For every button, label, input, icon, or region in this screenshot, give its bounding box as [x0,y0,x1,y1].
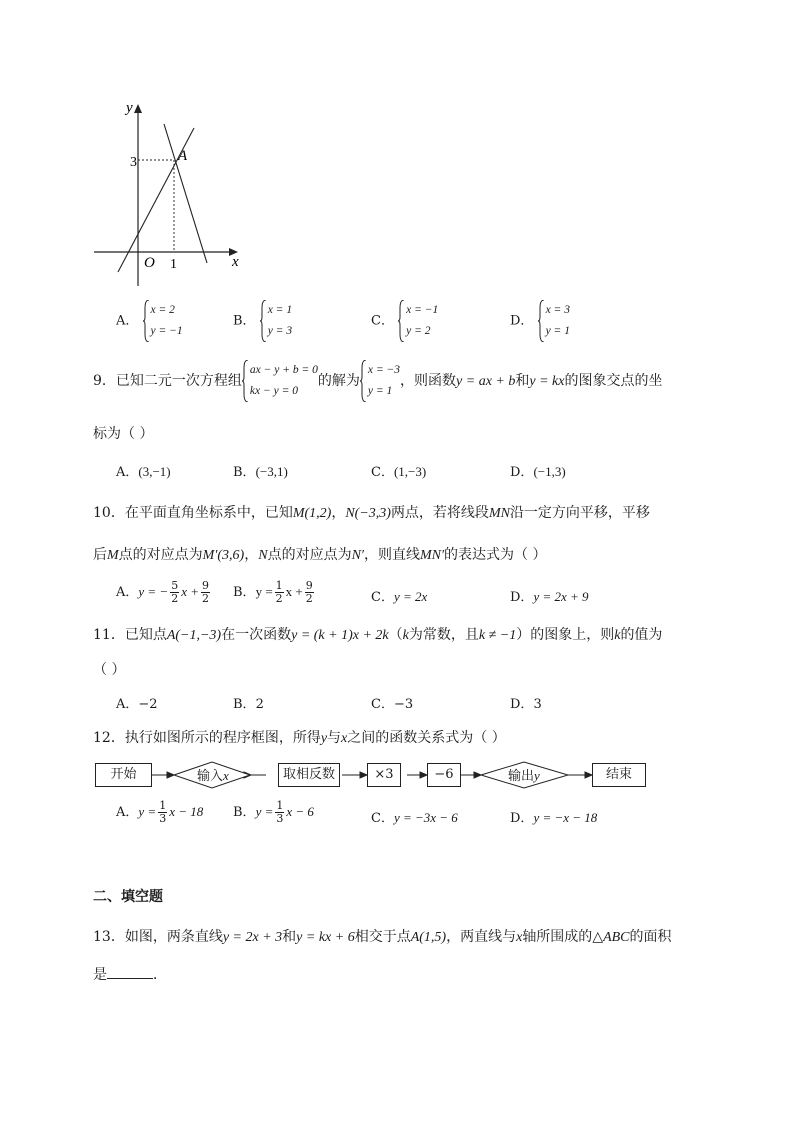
q10-text: 点的对应点为 [267,547,352,563]
q11-text: 11．已知点 [93,627,167,643]
q9-solution-line-1: x = −3 [367,364,401,376]
q13-function-2: y = kx + 6 [296,930,355,945]
q13-text: ，两直线与 [446,929,517,945]
flow-start: 开始 [95,763,152,787]
q10-n: N [258,548,268,563]
q13-function-1: y = 2x + 3 [222,930,283,945]
option-system [398,300,438,342]
q12-option-b[interactable] [233,800,314,825]
q9-line-2: 标为（ ） [93,426,154,442]
q10-option-b[interactable] [233,580,316,605]
q13-triangle: △ABC [592,930,630,945]
q10-text: ， [331,505,346,521]
denominator: 3 [276,812,284,825]
option-letter: C． [371,811,394,826]
q10-m: M [107,548,119,563]
option-letter: D． [510,465,534,480]
q10-text: 两点，若将线段 [390,505,489,521]
section-heading: 二、填空题 [93,889,163,905]
option-text: x + [285,584,303,599]
option-text: (1,−3) [393,464,427,479]
function-graph [88,96,258,296]
tick-label-x: 1 [170,257,177,272]
flow-input-label: 输入x [197,768,229,784]
q10-text: 的表达式为（ ） [444,547,547,563]
q11-line-1 [93,624,662,644]
numerator: 1 [275,579,283,592]
q11-point: A(−1,−3) [166,628,222,643]
q9-solution-line-2: y = 1 [367,385,393,397]
q11-option-b[interactable] [233,693,264,712]
q13-point: A(1,5) [410,930,447,945]
q12-line-1 [93,727,506,747]
option-text: y = 2x + 9 [533,589,589,604]
origin-label: O [144,255,155,271]
q10-line-1 [93,502,650,522]
option-text: y = [138,804,157,819]
point-label-a: A [178,148,188,164]
system-line-1: x = −1 [406,304,439,316]
option-text: y = − [138,584,169,599]
q12-text: 12．执行如图所示的程序框图，所得 [93,730,321,746]
denominator: 3 [159,812,167,825]
option-letter: B． [233,805,256,820]
option-text: (3,−1) [138,464,171,479]
q8-option-c[interactable] [371,300,438,342]
q11-text: 在一次函数 [221,627,292,643]
q9-after: ，则函数 [400,373,457,389]
option-letter: B． [233,313,256,329]
q9-option-b[interactable] [233,461,288,480]
q10-option-c[interactable] [371,586,427,605]
option-letter: B． [233,697,256,712]
option-letter: A． [116,313,139,329]
q10-point-m: M(1,2) [292,506,332,521]
q12-x: x [341,731,348,746]
q9-solution [360,360,400,402]
q10-text: 点的对应点为 [118,547,203,563]
q8-option-d[interactable] [510,300,570,342]
option-text: x + [181,584,200,599]
q11-option-c[interactable] [371,693,413,712]
option-letter: D． [510,697,534,712]
q8-option-b[interactable] [233,300,292,342]
q11-condition: k ≠ −1 [478,628,517,643]
q10-text: 10．在平面直角坐标系中，已知 [93,505,293,521]
option-system [538,300,570,342]
q13-text: 相交于点 [354,929,411,945]
q11-option-d[interactable] [510,693,542,712]
option-letter: D． [510,313,534,329]
q10-text: ， [244,547,259,563]
x-axis-label: x [232,254,239,270]
q10-n-prime: N′ [351,548,364,563]
flow-times-3: ×3 [367,763,401,787]
q9-function-1: y = ax + b [456,374,516,389]
option-text: x − 18 [169,804,204,819]
answer-blank[interactable] [107,964,153,979]
q11-k: k [402,628,409,643]
q9-option-d[interactable] [510,461,566,480]
q9-system-line-1: ax − y + b = 0 [249,364,318,376]
option-text: y = −3x − 6 [393,810,458,825]
option-text: y = [255,584,273,599]
fraction [201,580,210,605]
fraction [275,580,284,605]
q11-k: k [614,628,621,643]
q9-and: 和 [515,373,530,389]
option-letter: A． [116,465,139,480]
q13-text: 13．如图，两条直线 [93,929,223,945]
q13-text: 是 [93,967,107,983]
option-letter: C． [371,590,394,605]
q13-line-2 [93,964,167,984]
q10-line-2 [93,544,547,564]
option-text: 3 [533,697,542,712]
flow-output-label: 输出y [508,768,540,784]
denominator: 2 [305,592,313,605]
option-letter: B． [233,465,256,480]
q11-text: 为常数，且 [408,627,479,643]
q11-option-a[interactable] [116,693,158,712]
numerator: 1 [276,799,284,812]
option-letter: C． [371,697,394,712]
denominator: 2 [202,592,210,605]
q10-option-a[interactable] [116,580,212,605]
q12-option-d[interactable] [510,807,597,826]
denominator: 2 [171,592,179,605]
q11-line-2: （ ） [93,662,126,678]
option-text: y = [255,804,274,819]
q13-text: ． [153,967,167,983]
q10-text: 后 [93,547,107,563]
option-letter: D． [510,590,534,605]
q10-text: 沿一定方向平移，平移 [509,505,650,521]
option-letter: C． [371,465,394,480]
option-letter: A． [116,585,139,600]
fraction [305,580,314,605]
flow-negate: 取相反数 [278,763,340,787]
q11-text: ）的图象上，则 [516,627,615,643]
q9-system [242,360,318,402]
q13-text: 轴所围成的 [522,929,593,945]
q9-option-c[interactable] [371,461,426,480]
flow-minus-6: −6 [427,763,461,787]
q10-text: ，则直线 [363,547,420,563]
q13-line-1 [93,926,672,946]
q12-option-a[interactable] [116,800,203,825]
option-letter: C． [371,313,394,329]
system-line-1: x = 2 [150,304,175,316]
fraction [158,800,167,825]
q13-text: 的面积 [629,929,672,945]
q11-function: y = (k + 1)x + 2k [291,628,389,643]
q9-middle: 的解为 [317,373,360,389]
q12-text: 之间的函数关系式为（ ） [347,730,506,746]
q12-y: y [320,731,328,746]
flow-end: 结束 [592,763,646,787]
q10-point-n: N(−3,3) [345,506,391,521]
option-text: y = 2x [393,589,428,604]
y-axis-arrow [134,104,142,113]
q10-segment: MN [488,506,510,521]
q11-text: 的值为 [620,627,663,643]
q12-text: 与 [327,730,342,746]
q9-function-2: y = kx [529,374,565,389]
fraction [170,580,179,605]
q9-system-line-2: kx − y = 0 [249,385,299,397]
q12-option-c[interactable] [371,807,458,826]
numerator: 9 [202,579,210,592]
option-text: (−1,3) [533,464,566,479]
numerator: 5 [171,579,179,592]
option-letter: D． [510,811,534,826]
option-letter: A． [116,697,139,712]
option-letter: B． [233,585,256,600]
q10-m-prime: M′(3,6) [202,548,245,563]
option-text: x − 6 [286,804,314,819]
q13-text: 和 [282,929,297,945]
q9-tail: 的图象交点的坐 [564,373,663,389]
numerator: 1 [159,799,167,812]
option-text: 2 [255,697,264,712]
q10-option-d[interactable] [510,586,589,605]
numerator: 9 [305,579,313,592]
system-line-2: y = −1 [150,325,183,337]
q11-text: （ [388,627,403,643]
option-letter: A． [116,805,139,820]
system-line-2: y = 1 [545,325,570,337]
system-line-1: x = 3 [545,304,570,316]
q10-line-mn-prime: MN′ [419,548,445,563]
q8-option-a[interactable] [116,300,183,342]
tick-label-y: 3 [130,155,137,170]
q9-prefix: 9．已知二元一次方程组 [93,373,242,389]
option-text: (−3,1) [255,464,288,479]
fraction [275,800,284,825]
system-line-2: y = 3 [267,325,293,337]
q13-x: x [516,930,523,945]
system-line-1: x = 1 [267,304,293,316]
q9-option-a[interactable] [116,461,171,480]
option-system [260,300,292,342]
denominator: 2 [275,592,283,605]
option-text: −3 [393,697,414,712]
option-text: −2 [138,697,158,712]
option-system [143,300,183,342]
system-line-2: y = 2 [406,325,431,337]
y-axis-label: y [126,100,133,116]
option-text: y = −x − 18 [533,810,598,825]
q9-stem [93,360,662,402]
